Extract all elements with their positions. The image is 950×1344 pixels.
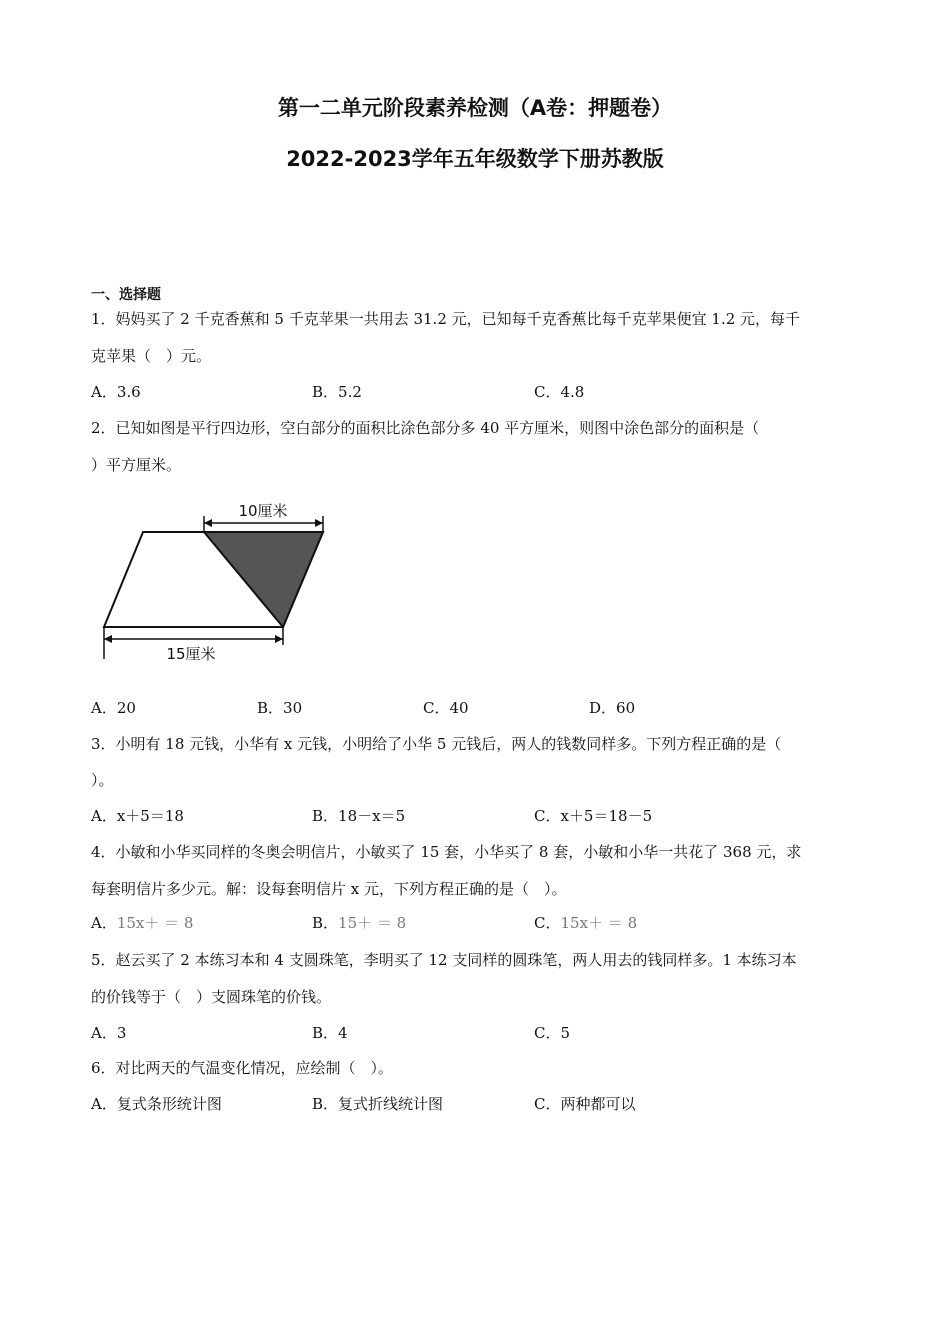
- q2-option-a: A．20: [91, 699, 136, 717]
- q4-option-b: [312, 912, 406, 933]
- q6-option-c: C．两种都可以: [534, 1095, 636, 1113]
- q4-option-c-letter: C．: [534, 914, 561, 932]
- q4-option-a-letter: A．: [91, 914, 117, 932]
- q4-option-a-formula: 15x＋ ＝ 8: [116, 914, 194, 932]
- q5-option-c: C．5: [534, 1024, 571, 1042]
- q1-line1: 1．妈妈买了 2 千克香蕉和 5 千克苹果一共用去 31.2 元，已知每千克香蕉比每千克苹果便宜 1.2 元，每千: [91, 310, 801, 328]
- page-title: 第一二单元阶段素养检测（A卷：押题卷）: [277, 96, 673, 120]
- q2-option-b: B．30: [257, 699, 303, 717]
- q4-option-c: [534, 912, 637, 933]
- q4-option-b-formula: 15＋ ＝ 8: [338, 914, 407, 932]
- q5-line2: 的价钱等于（ ）支圆珠笔的价钱。: [91, 988, 332, 1006]
- q2-option-d: D．60: [589, 699, 636, 717]
- bottom-dimension-label: 15厘米: [166, 645, 216, 663]
- q1-line2: 克苹果（ ）元。: [91, 347, 212, 365]
- q4-option-b-letter: B．: [312, 914, 339, 932]
- q6-line1: 6．对比两天的气温变化情况，应绘制（ ）。: [91, 1059, 394, 1077]
- q6-option-b: B．复式折线统计图: [312, 1095, 444, 1113]
- page-subtitle: 2022-2023学年五年级数学下册苏教版: [286, 147, 664, 171]
- q4-option-c-formula: 15x＋ ＝ 8: [560, 914, 638, 932]
- q4-line1: 4．小敏和小华买同样的冬奥会明信片，小敏买了 15 套，小华买了 8 套，小敏和小华一共花了 368 元，求: [91, 843, 802, 861]
- q3-option-a: A．x＋5＝18: [91, 807, 184, 825]
- q4-option-a: [91, 912, 193, 933]
- q4-line2: 每套明信片多少元。解：设每套明信片 x 元，下列方程正确的是（ ）。: [91, 880, 567, 898]
- q2-option-c: C．40: [423, 699, 469, 717]
- q2-line1: 2．已知如图是平行四边形，空白部分的面积比涂色部分多 40 平方厘米，则图中涂色部分的面积是（: [91, 419, 760, 437]
- q1-option-c: C．4.8: [534, 383, 585, 401]
- top-dimension-label: 10厘米: [238, 502, 288, 520]
- q1-option-b: B．5.2: [312, 383, 362, 401]
- q3-option-c: C．x＋5＝18－5: [534, 807, 653, 825]
- parallelogram-figure: [90, 495, 350, 675]
- q5-line1: 5．赵云买了 2 本练习本和 4 支圆珠笔，李明买了 12 支同样的圆珠笔，两人用去的钱同样多。1 本练习本: [91, 951, 797, 969]
- q5-option-a: A．3: [91, 1024, 127, 1042]
- q3-line1: 3．小明有 18 元钱，小华有 x 元钱，小明给了小华 5 元钱后，两人的钱数同样多。下列方程正确的是（: [91, 735, 782, 753]
- q1-option-a: A．3.6: [91, 383, 141, 401]
- section-heading: 一、选择题: [91, 287, 161, 303]
- q3-line2: ）。: [91, 771, 114, 789]
- q2-line2: ）平方厘米。: [91, 456, 182, 474]
- q5-option-b: B．4: [312, 1024, 348, 1042]
- q3-option-b: B．18－x＝5: [312, 807, 406, 825]
- q6-option-a: A．复式条形统计图: [91, 1095, 222, 1113]
